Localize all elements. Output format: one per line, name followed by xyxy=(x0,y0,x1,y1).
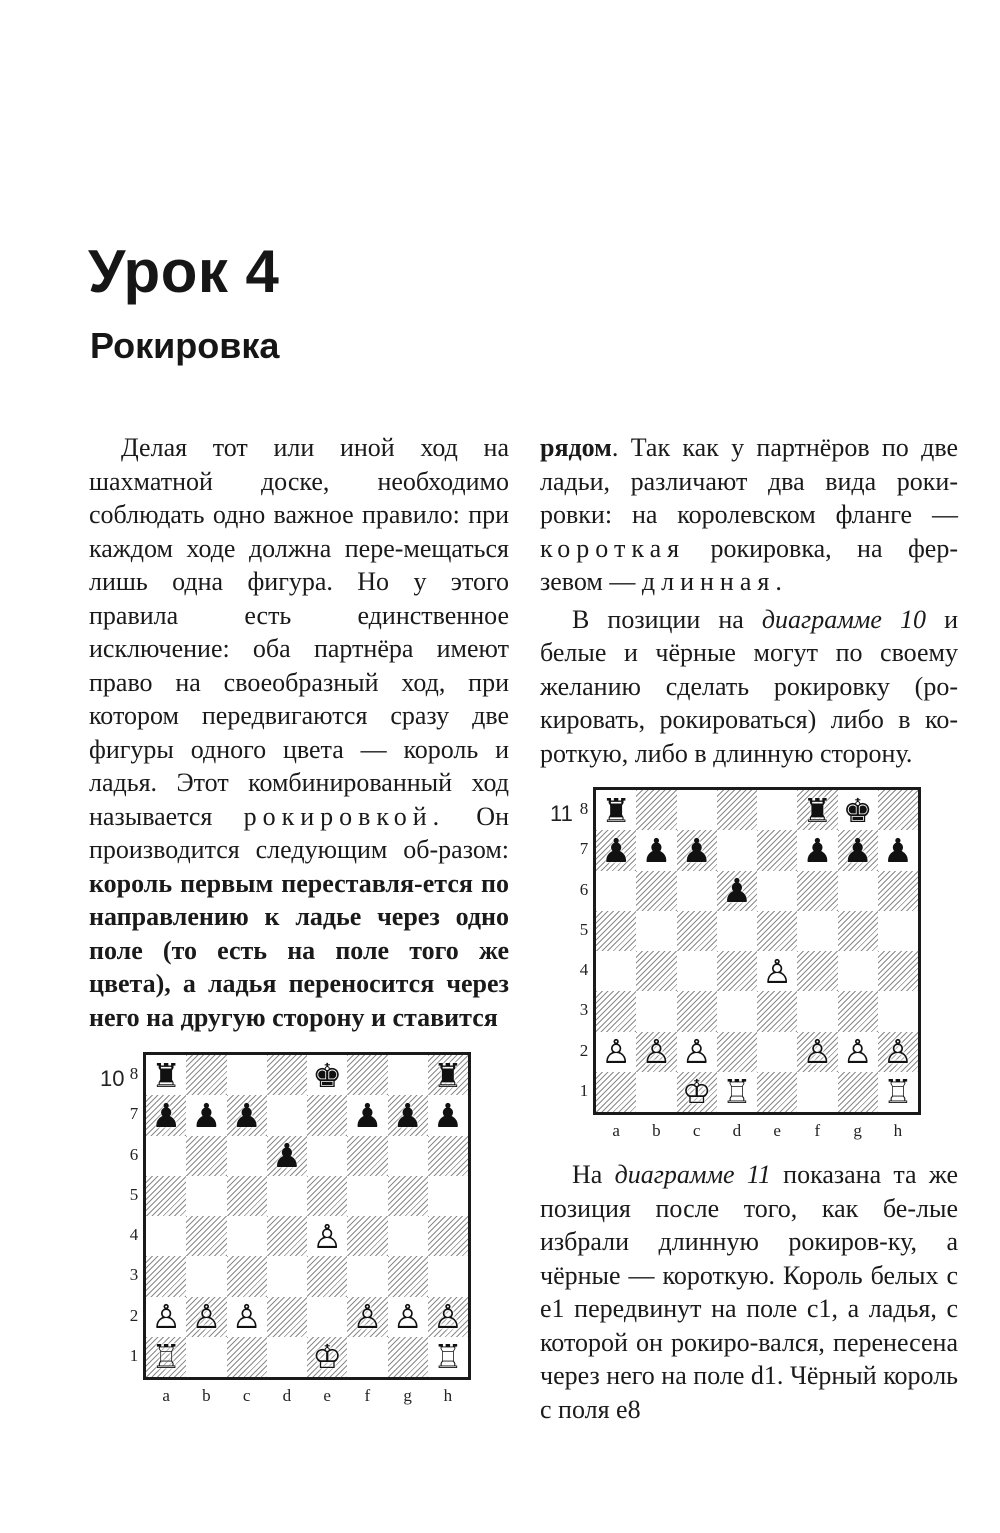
text-line: же позиция после того, как бе- xyxy=(540,1160,959,1223)
text-line: лые избрали длинную рокиров- xyxy=(540,1193,958,1256)
square-a5 xyxy=(596,911,636,951)
square-h1 xyxy=(428,1337,468,1377)
square-b1 xyxy=(636,1072,676,1112)
square-e2 xyxy=(757,1032,797,1072)
square-c6 xyxy=(227,1136,267,1176)
paragraph xyxy=(540,431,958,599)
rank-label: 8 xyxy=(579,799,589,819)
text-line: зевом — xyxy=(540,567,636,596)
rank-label: 1 xyxy=(579,1080,589,1100)
square-c3 xyxy=(227,1256,267,1296)
square-a1 xyxy=(596,1072,636,1112)
file-label: h xyxy=(443,1386,453,1405)
white-rook-icon: ♖ xyxy=(722,1072,752,1112)
square-c7 xyxy=(227,1095,267,1135)
square-e3 xyxy=(757,991,797,1031)
text-line: право на своеобразный ход, при xyxy=(89,667,509,697)
paragraph xyxy=(89,431,509,1034)
square-e5 xyxy=(757,911,797,951)
file-label: f xyxy=(814,1121,821,1140)
file-label: c xyxy=(692,1121,701,1140)
square-d7 xyxy=(717,830,757,870)
white-pawn-icon: ♙ xyxy=(883,1032,913,1072)
square-b8 xyxy=(186,1055,226,1095)
rank-label: 7 xyxy=(129,1104,139,1124)
white-rook-icon: ♖ xyxy=(433,1337,463,1377)
black-pawn-icon: ♟ xyxy=(883,830,913,870)
diagram-number: 10 xyxy=(100,1066,125,1091)
text-line: шахматной доске, необходимо xyxy=(89,466,509,496)
black-pawn-icon: ♟ xyxy=(191,1095,222,1135)
square-f6 xyxy=(797,871,837,911)
square-a1 xyxy=(146,1337,186,1377)
diagram-number: 11 xyxy=(550,801,573,826)
square-d4 xyxy=(717,951,757,991)
diagram-reference: диаграмме 11 xyxy=(614,1160,771,1189)
square-h8 xyxy=(878,790,918,830)
square-g5 xyxy=(838,911,878,951)
chess-diagram-11 xyxy=(545,787,925,1147)
square-e1 xyxy=(307,1337,347,1377)
square-h1 xyxy=(878,1072,918,1112)
square-d1 xyxy=(267,1337,307,1377)
square-c4 xyxy=(227,1216,267,1256)
file-label: e xyxy=(773,1121,781,1140)
file-label: f xyxy=(364,1386,371,1405)
square-f2 xyxy=(797,1032,837,1072)
black-pawn-icon: ♟ xyxy=(392,1095,423,1135)
white-pawn-icon: ♙ xyxy=(392,1297,423,1337)
white-pawn-icon: ♙ xyxy=(433,1297,463,1337)
square-h2 xyxy=(878,1032,918,1072)
bold-rule: ется по направлению к ладье через xyxy=(89,868,509,931)
rank-label: 2 xyxy=(579,1040,589,1060)
right-column-bottom-text xyxy=(540,1158,958,1426)
lesson-title: Урок 4 xyxy=(88,238,280,305)
square-b4 xyxy=(636,951,676,991)
rank-label: 1 xyxy=(129,1345,139,1365)
file-label: d xyxy=(282,1386,292,1405)
square-g3 xyxy=(388,1256,428,1296)
text-line: мещаться лишь одна фигура. Но xyxy=(89,533,509,596)
square-e7 xyxy=(757,830,797,870)
square-e6 xyxy=(307,1136,347,1176)
square-e4 xyxy=(757,951,797,991)
rank-label: 6 xyxy=(579,879,589,899)
square-a8 xyxy=(596,790,636,830)
square-a7 xyxy=(146,1095,186,1135)
square-h4 xyxy=(428,1216,468,1256)
square-h6 xyxy=(428,1136,468,1176)
rank-label: 6 xyxy=(129,1144,139,1164)
black-pawn-icon: ♟ xyxy=(151,1095,181,1135)
rank-label: 5 xyxy=(129,1184,139,1204)
square-c2 xyxy=(227,1297,267,1337)
black-pawn-icon: ♟ xyxy=(641,830,672,870)
white-pawn-icon: ♙ xyxy=(312,1216,342,1256)
square-h3 xyxy=(428,1256,468,1296)
file-label: h xyxy=(893,1121,903,1140)
bold-rule: рядом xyxy=(540,433,612,462)
file-label: g xyxy=(853,1121,862,1140)
square-e6 xyxy=(757,871,797,911)
text-line: исключение: оба партнёра имеют xyxy=(89,634,509,663)
text-line: желанию сделать рокировку (ро- xyxy=(540,671,958,701)
text-line: В позиции на xyxy=(572,604,744,634)
text-line: ку, а чёрные — короткую. Король xyxy=(540,1227,959,1290)
square-h5 xyxy=(428,1176,468,1216)
square-e1 xyxy=(757,1072,797,1112)
black-king-icon: ♚ xyxy=(312,1055,342,1095)
square-g7 xyxy=(838,830,878,870)
square-f3 xyxy=(797,991,837,1031)
square-c8 xyxy=(677,790,717,830)
square-a2 xyxy=(596,1032,636,1072)
white-pawn-icon: ♙ xyxy=(802,1032,833,1072)
square-b2 xyxy=(186,1297,226,1337)
square-b1 xyxy=(186,1337,226,1377)
text-line: . Так как у партнёров по две xyxy=(611,433,958,462)
chessboard xyxy=(143,1052,471,1380)
square-b3 xyxy=(186,1256,226,1296)
black-pawn-icon: ♟ xyxy=(722,871,752,911)
square-h5 xyxy=(878,911,918,951)
text-line: а ладья, с которой он рокиро- xyxy=(540,1294,959,1357)
bold-rule: цвета), а ладья переносится через xyxy=(89,969,509,998)
square-f7 xyxy=(347,1095,387,1135)
black-pawn-icon: ♟ xyxy=(433,1095,463,1135)
square-g8 xyxy=(838,790,878,830)
spaced-term: короткая xyxy=(540,533,686,563)
text-line: Делая тот или иной ход на xyxy=(121,433,509,462)
black-pawn-icon: ♟ xyxy=(231,1095,262,1135)
square-e8 xyxy=(757,790,797,830)
spaced-term: длинная xyxy=(641,567,776,596)
square-g7 xyxy=(388,1095,428,1135)
square-g6 xyxy=(838,871,878,911)
square-g8 xyxy=(388,1055,428,1095)
black-king-icon: ♚ xyxy=(842,790,873,830)
square-g5 xyxy=(388,1176,428,1216)
square-a3 xyxy=(596,991,636,1031)
square-h2 xyxy=(428,1297,468,1337)
white-pawn-icon: ♙ xyxy=(641,1032,672,1072)
text-line: ровки: на королевском фланге — xyxy=(540,500,958,529)
text-line: Он производится следующим об- xyxy=(89,801,509,864)
square-d6 xyxy=(717,871,757,911)
square-c4 xyxy=(677,951,717,991)
square-f2 xyxy=(347,1297,387,1337)
rank-label: 2 xyxy=(129,1305,139,1325)
square-a5 xyxy=(146,1176,186,1216)
text-line: вался, перенесена через него на xyxy=(540,1327,958,1390)
square-f5 xyxy=(797,911,837,951)
bold-rule: него на другую сторону и ставится xyxy=(89,1002,498,1032)
text-line: показана та xyxy=(770,1160,917,1189)
white-pawn-icon: ♙ xyxy=(762,951,792,991)
square-e4 xyxy=(307,1216,347,1256)
diagram-reference: диаграмме 10 xyxy=(761,604,927,634)
chessboard xyxy=(593,787,921,1115)
square-c2 xyxy=(677,1032,717,1072)
file-label: e xyxy=(323,1386,331,1405)
text-line: разом: xyxy=(438,835,509,864)
square-f8 xyxy=(797,790,837,830)
square-a8 xyxy=(146,1055,186,1095)
square-g6 xyxy=(388,1136,428,1176)
file-label: b xyxy=(652,1121,661,1140)
black-pawn-icon: ♟ xyxy=(842,830,873,870)
square-h7 xyxy=(878,830,918,870)
square-d2 xyxy=(717,1032,757,1072)
paragraph xyxy=(540,603,958,771)
square-d5 xyxy=(267,1176,307,1216)
text-line: кировать, рокироваться) либо в ко- xyxy=(540,705,958,734)
square-c5 xyxy=(227,1176,267,1216)
text-line: ладьи, различают два вида роки- xyxy=(540,466,958,496)
white-pawn-icon: ♙ xyxy=(191,1297,222,1337)
square-d5 xyxy=(717,911,757,951)
text-line: при каждом ходе должна пере- xyxy=(89,500,510,563)
square-a4 xyxy=(146,1216,186,1256)
square-f3 xyxy=(347,1256,387,1296)
white-pawn-icon: ♙ xyxy=(681,1032,712,1072)
square-b7 xyxy=(636,830,676,870)
file-label: a xyxy=(162,1386,170,1405)
rank-label: 5 xyxy=(579,919,589,939)
spaced-term: рокировкой. xyxy=(243,801,446,831)
text-line: белых с e1 передвинут на поле c1, xyxy=(540,1260,958,1323)
rank-label: 8 xyxy=(129,1064,139,1084)
black-pawn-icon: ♟ xyxy=(352,1095,383,1135)
lesson-subtitle: Рокировка xyxy=(90,325,280,366)
file-label: a xyxy=(612,1121,620,1140)
square-d8 xyxy=(267,1055,307,1095)
square-a4 xyxy=(596,951,636,991)
square-c1 xyxy=(677,1072,717,1112)
square-b8 xyxy=(636,790,676,830)
file-label: g xyxy=(403,1386,412,1405)
square-a3 xyxy=(146,1256,186,1296)
square-c1 xyxy=(227,1337,267,1377)
square-h4 xyxy=(878,951,918,991)
square-b3 xyxy=(636,991,676,1031)
black-rook-icon: ♜ xyxy=(433,1055,463,1095)
rank-label: 3 xyxy=(579,1000,589,1020)
black-rook-icon: ♜ xyxy=(151,1055,181,1095)
square-d2 xyxy=(267,1297,307,1337)
square-g2 xyxy=(388,1297,428,1337)
square-e2 xyxy=(307,1297,347,1337)
text-line: На xyxy=(572,1160,603,1189)
white-king-icon: ♔ xyxy=(312,1337,342,1377)
square-e8 xyxy=(307,1055,347,1095)
square-d3 xyxy=(717,991,757,1031)
square-f4 xyxy=(347,1216,387,1256)
square-h3 xyxy=(878,991,918,1031)
square-b4 xyxy=(186,1216,226,1256)
text-line: и ладья. Этот комбинированный xyxy=(89,734,510,797)
file-label: b xyxy=(202,1386,211,1405)
white-pawn-icon: ♙ xyxy=(601,1032,631,1072)
square-d7 xyxy=(267,1095,307,1135)
square-c7 xyxy=(677,830,717,870)
text-line: и белые и чёрные могут по своему xyxy=(540,604,959,667)
square-d1 xyxy=(717,1072,757,1112)
text-line: у этого правила есть единственное xyxy=(89,567,510,630)
white-pawn-icon: ♙ xyxy=(352,1297,383,1337)
square-h7 xyxy=(428,1095,468,1135)
square-h6 xyxy=(878,871,918,911)
square-b7 xyxy=(186,1095,226,1135)
square-f6 xyxy=(347,1136,387,1176)
rank-label: 4 xyxy=(129,1225,139,1245)
square-b6 xyxy=(186,1136,226,1176)
square-c6 xyxy=(677,871,717,911)
square-g1 xyxy=(388,1337,428,1377)
text-line: соблюдать одно важное правило: xyxy=(89,500,460,529)
right-column-top-text xyxy=(540,431,958,770)
bold-rule: одно поле (то есть на поле того же xyxy=(89,902,509,965)
white-pawn-icon: ♙ xyxy=(842,1032,873,1072)
text-line: ход называется xyxy=(89,768,509,831)
chess-diagram-10 xyxy=(95,1052,475,1412)
white-pawn-icon: ♙ xyxy=(151,1297,181,1337)
square-g3 xyxy=(838,991,878,1031)
text-line: котором передвигаются сразу две xyxy=(89,701,509,730)
square-g4 xyxy=(388,1216,428,1256)
square-f1 xyxy=(797,1072,837,1112)
square-a6 xyxy=(146,1136,186,1176)
square-a6 xyxy=(596,871,636,911)
square-c3 xyxy=(677,991,717,1031)
file-label: d xyxy=(732,1121,742,1140)
square-e5 xyxy=(307,1176,347,1216)
square-h8 xyxy=(428,1055,468,1095)
square-b2 xyxy=(636,1032,676,1072)
black-rook-icon: ♜ xyxy=(601,790,631,830)
white-rook-icon: ♖ xyxy=(151,1337,181,1377)
square-b6 xyxy=(636,871,676,911)
paragraph xyxy=(540,1158,958,1426)
square-c8 xyxy=(227,1055,267,1095)
rank-label: 3 xyxy=(129,1265,139,1285)
square-f1 xyxy=(347,1337,387,1377)
square-e3 xyxy=(307,1256,347,1296)
square-g2 xyxy=(838,1032,878,1072)
text-line: . xyxy=(775,567,782,596)
white-king-icon: ♔ xyxy=(681,1072,712,1112)
square-f8 xyxy=(347,1055,387,1095)
square-d6 xyxy=(267,1136,307,1176)
square-f4 xyxy=(797,951,837,991)
text-line: рокировка, на фер- xyxy=(685,533,958,563)
square-f5 xyxy=(347,1176,387,1216)
square-a2 xyxy=(146,1297,186,1337)
white-pawn-icon: ♙ xyxy=(231,1297,262,1337)
rank-label: 4 xyxy=(579,960,589,980)
square-f7 xyxy=(797,830,837,870)
text-line: роткую, либо в длинную сторону. xyxy=(540,738,913,768)
black-pawn-icon: ♟ xyxy=(601,830,631,870)
square-g1 xyxy=(838,1072,878,1112)
square-a7 xyxy=(596,830,636,870)
left-column-text xyxy=(89,431,509,1034)
square-b5 xyxy=(636,911,676,951)
text-line: поле d1. Чёрный король с поля e8 xyxy=(540,1361,959,1424)
square-e7 xyxy=(307,1095,347,1135)
square-b5 xyxy=(186,1176,226,1216)
black-pawn-icon: ♟ xyxy=(681,830,712,870)
text-line: фигуры одного цвета — король xyxy=(89,734,479,764)
square-d3 xyxy=(267,1256,307,1296)
white-rook-icon: ♖ xyxy=(883,1072,913,1112)
square-g4 xyxy=(838,951,878,991)
square-d8 xyxy=(717,790,757,830)
rank-label: 7 xyxy=(579,839,589,859)
square-c5 xyxy=(677,911,717,951)
black-pawn-icon: ♟ xyxy=(802,830,833,870)
file-label: c xyxy=(242,1386,251,1405)
square-d4 xyxy=(267,1216,307,1256)
black-rook-icon: ♜ xyxy=(802,790,833,830)
black-pawn-icon: ♟ xyxy=(272,1136,302,1176)
bold-rule: король первым переставля- xyxy=(89,868,423,898)
